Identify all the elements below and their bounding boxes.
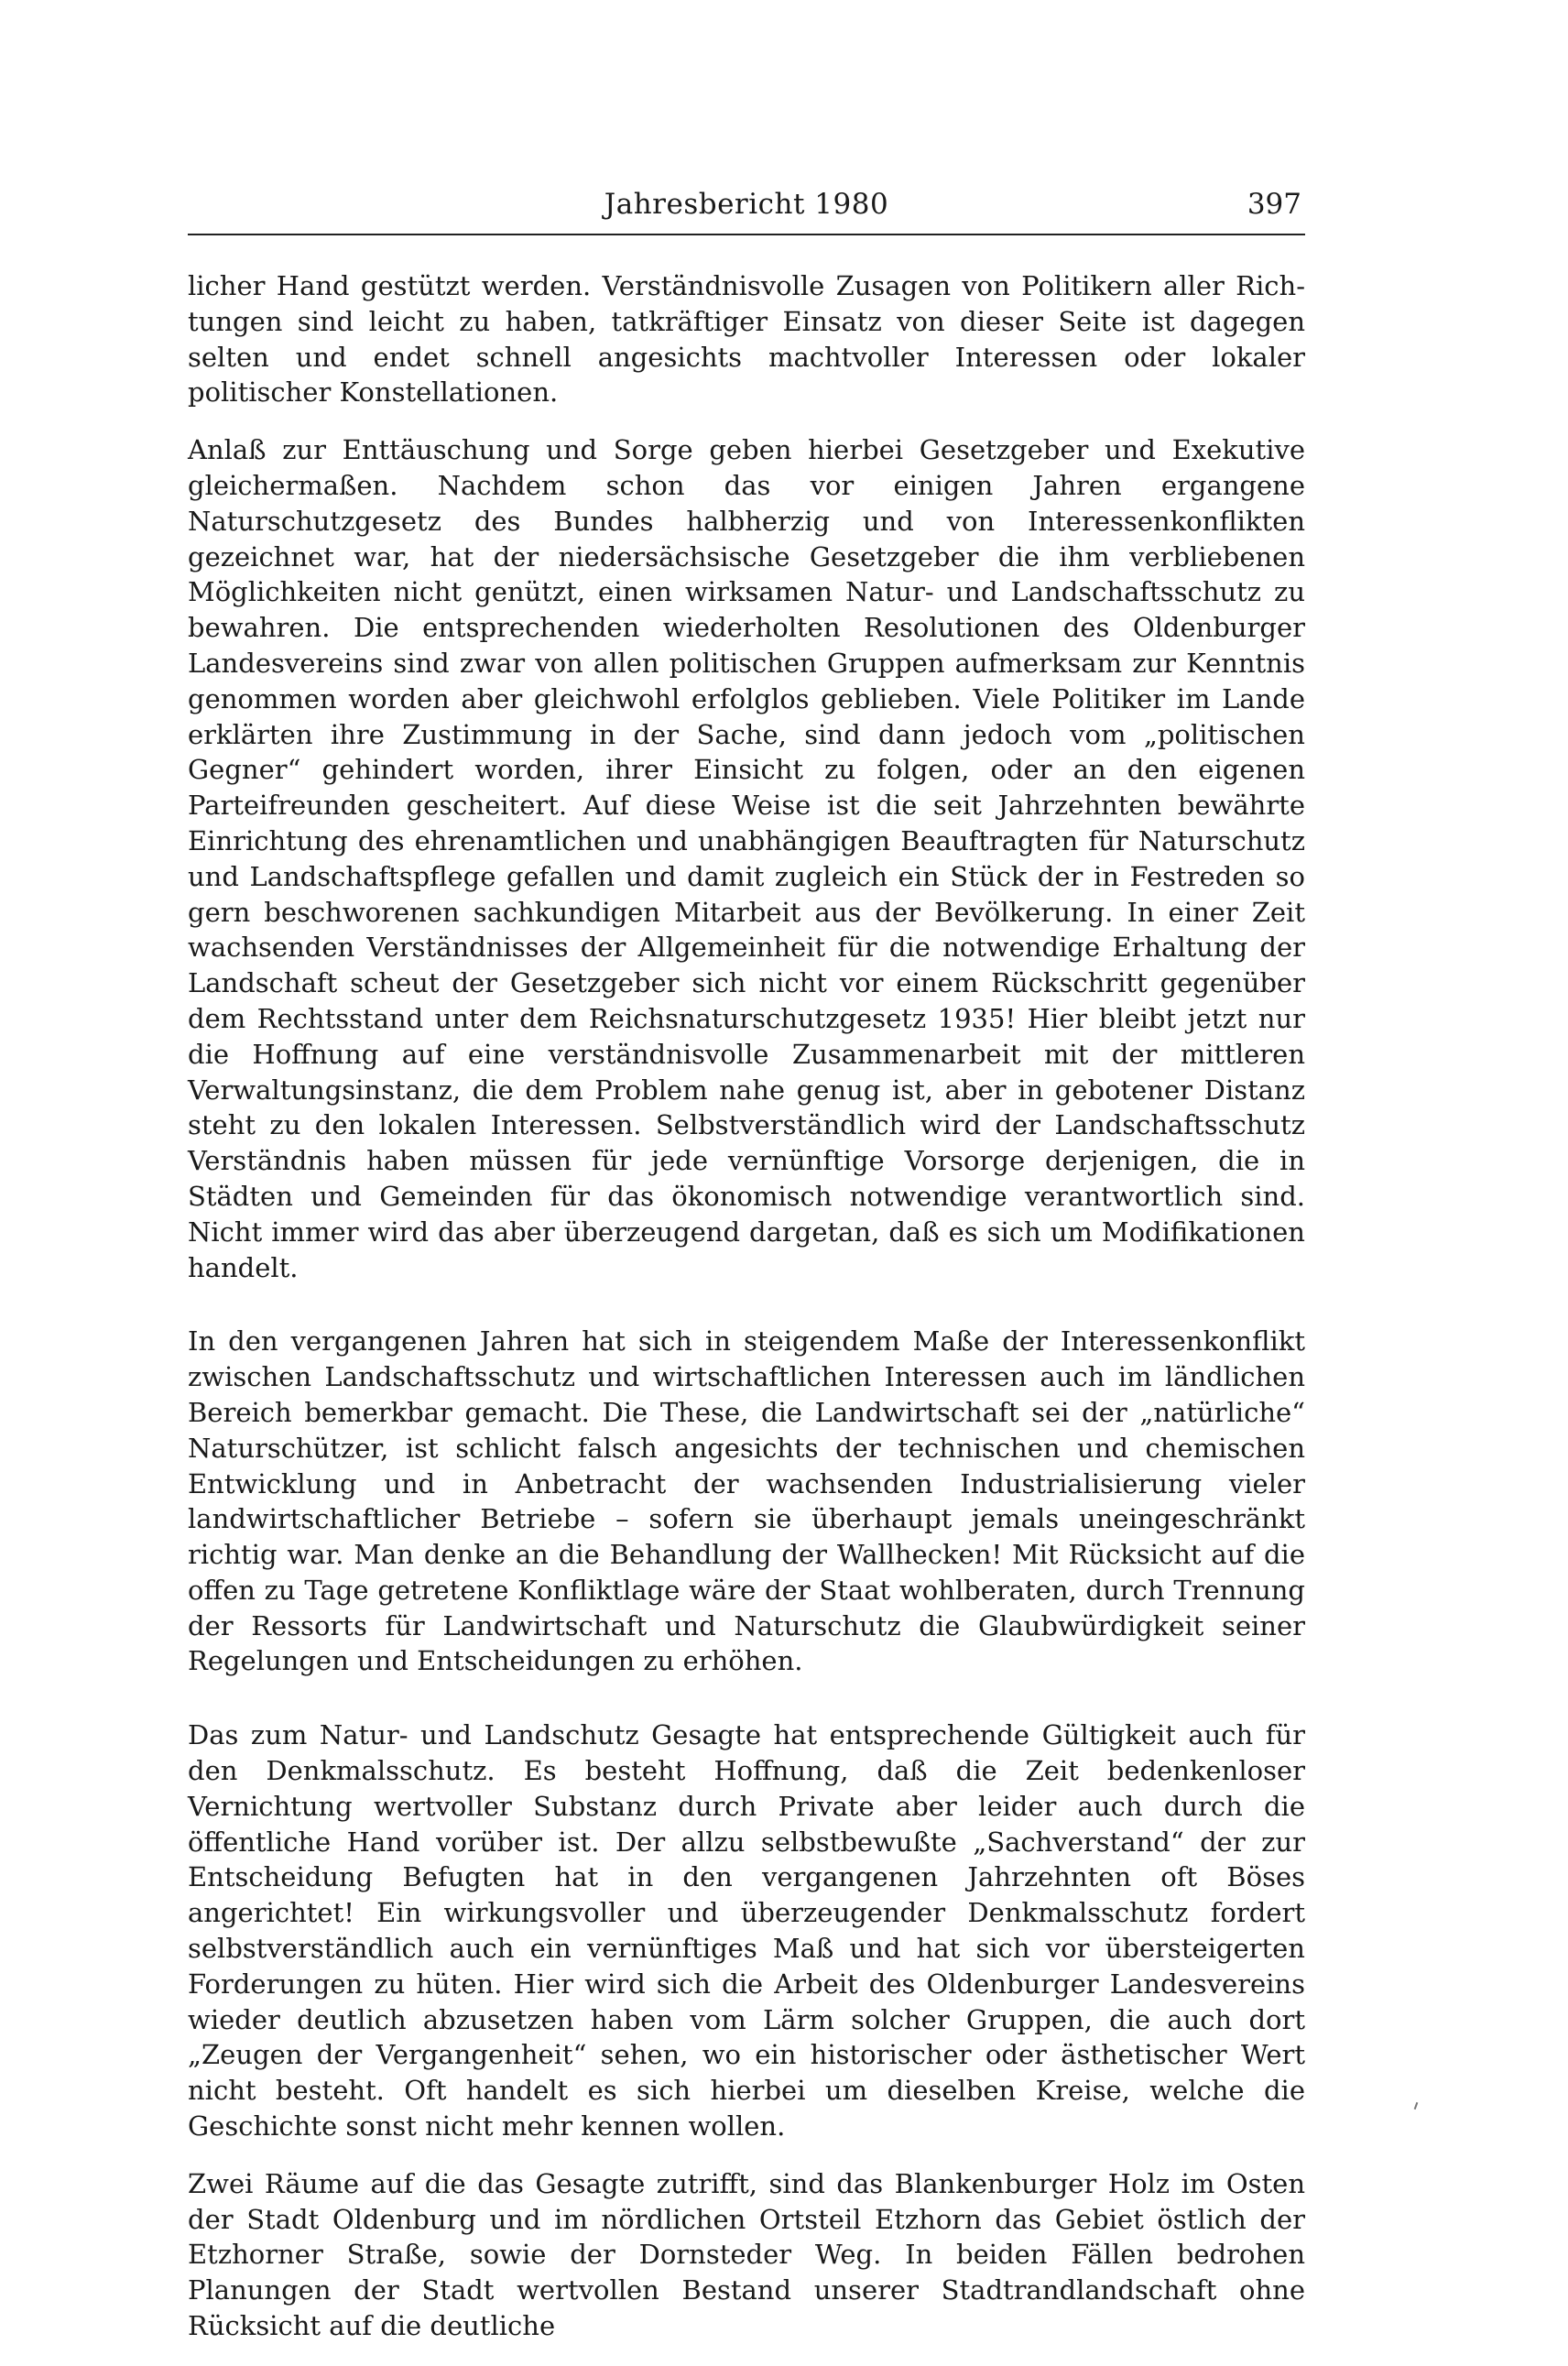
scan-speck	[1414, 2102, 1419, 2110]
paragraph-1: licher Hand gestützt werden. Verständnisvolle Zusagen von Politikern aller Richtungen sind leicht zu haben, tatkräftiger Einsatz von dieser Seite ist dagegen selten und endet schnell angesichts machtvoller Interessen oder lokaler politischer Konstellationen.	[188, 270, 1305, 409]
page	[188, 179, 1305, 2366]
page-number: 397	[1247, 188, 1301, 221]
paragraph-4: Das zum Natur- und Landschutz Gesagte hat entsprechende Gültigkeit auch für den Denkmalsschutz. Es besteht Hoffnung, daß die Zeit bedenkenloser Vernichtung wertvoller Substanz durch Private aber leider auch durch die öffentliche Hand vorüber ist. Der allzu selbstbewußte „Sachverstand“ der zur Entscheidung Befugten hat in den vergangenen Jahrzehnten oft Böses angerichtet! Ein wirkungsvoller und überzeugender Denkmalsschutz fordert selbstverständlich auch ein vernünftiges Maß und hat sich vor übersteigerten Forderungen zu hüten. Hier wird sich die Arbeit des Oldenburger Landesvereins wieder deutlich abzusetzen haben vom Lärm solcher Gruppen, die auch dort „Zeugen der Vergangenheit“ sehen, wo ein historischer oder ästhetischer Wert nicht besteht. Oft handelt es sich hierbei um dieselben Kreise, welche die Geschichte sonst nicht mehr kennen wollen.	[188, 1719, 1305, 2142]
paragraph-5: Zwei Räume auf die das Gesagte zutrifft, sind das Blankenburger Holz im Osten der Stadt Oldenburg und im nördlichen Ortsteil Etzhorn das Gebiet östlich der Etzhorner Straße, sowie der Dornsteder Weg. In beiden Fällen bedrohen Planungen der Stadt wertvollen Bestand unserer Stadtrandlandschaft ohne Rücksicht auf die deutliche	[188, 2167, 1305, 2342]
paragraph-2: Anlaß zur Enttäuschung und Sorge geben hierbei Gesetzgeber und Exekutive gleichermaßen. Nachdem schon das vor einigen Jahren ergangene Naturschutzgesetz des Bundes halbherzig und von Interessenkonflikten gezeichnet war, hat der niedersächsische Gesetzgeber die ihm verbliebenen Möglichkeiten nicht genützt, einen wirksamen Natur- und Landschaftsschutz zu bewahren. Die entsprechenden wiederholten Resolutionen des Oldenburger Landesvereins sind zwar von allen politischen Gruppen aufmerksam zur Kenntnis genommen worden aber gleichwohl erfolglos geblieben. Viele Politiker im Lande erklärten ihre Zustimmung in der Sache, sind dann jedoch vom „politischen Gegner“ gehindert worden, ihrer Einsicht zu folgen, oder an den eigenen Parteifreunden gescheitert. Auf diese Weise ist die seit Jahrzehnten bewährte Einrichtung des ehrenamtlichen und unabhängigen Beauftragten für Naturschutz und Landschaftspflege gefallen und damit zugleich ein Stück der in Festreden so gern beschworenen sachkundigen Mitarbeit aus der Bevölkerung. In einer Zeit wachsenden Verständnisses der Allgemeinheit für die notwendige Erhaltung der Landschaft scheut der Gesetzgeber sich nicht vor einem Rückschritt gegenüber dem Rechtsstand unter dem Reichsnaturschutzgesetz 1935! Hier bleibt jetzt nur die Hoffnung auf eine verständnisvolle Zusammenarbeit mit der mittleren Verwaltungsinstanz, die dem Problem nahe genug ist, aber in gebotener Distanz steht zu den lokalen Interessen. Selbstverständlich wird der Landschaftsschutz Verständnis haben müssen für jede vernünftige Vorsorge derjenigen, die in Städten und Gemeinden für das ökonomisch notwendige verantwortlich sind. Nicht immer wird das aber überzeugend dargetan, daß es sich um Modifikationen handelt.	[188, 434, 1305, 1283]
running-title: Jahresbericht 1980	[604, 188, 889, 221]
paragraph-3: In den vergangenen Jahren hat sich in steigendem Maße der Interessenkonflikt zwischen Landschaftsschutz und wirtschaftlichen Interessen auch im ländlichen Bereich bemerkbar gemacht. Die These, die Landwirtschaft sei der „natürliche“ Naturschützer, ist schlicht falsch angesichts der technischen und chemischen Entwicklung und in Anbetracht der wachsenden Industrialisierung vieler landwirtschaftlicher Betriebe – sofern sie überhaupt jemals uneingeschränkt richtig war. Man denke an die Behandlung der Wallhecken! Mit Rücksicht auf die offen zu Tage getretene Konfliktlage wäre der Staat wohlberaten, durch Trennung der Ressorts für Landwirtschaft und Naturschutz die Glaubwürdigkeit seiner Regelungen und Entscheidungen zu erhöhen.	[188, 1325, 1305, 1677]
running-header	[188, 179, 1305, 235]
body-text	[188, 268, 1305, 2344]
